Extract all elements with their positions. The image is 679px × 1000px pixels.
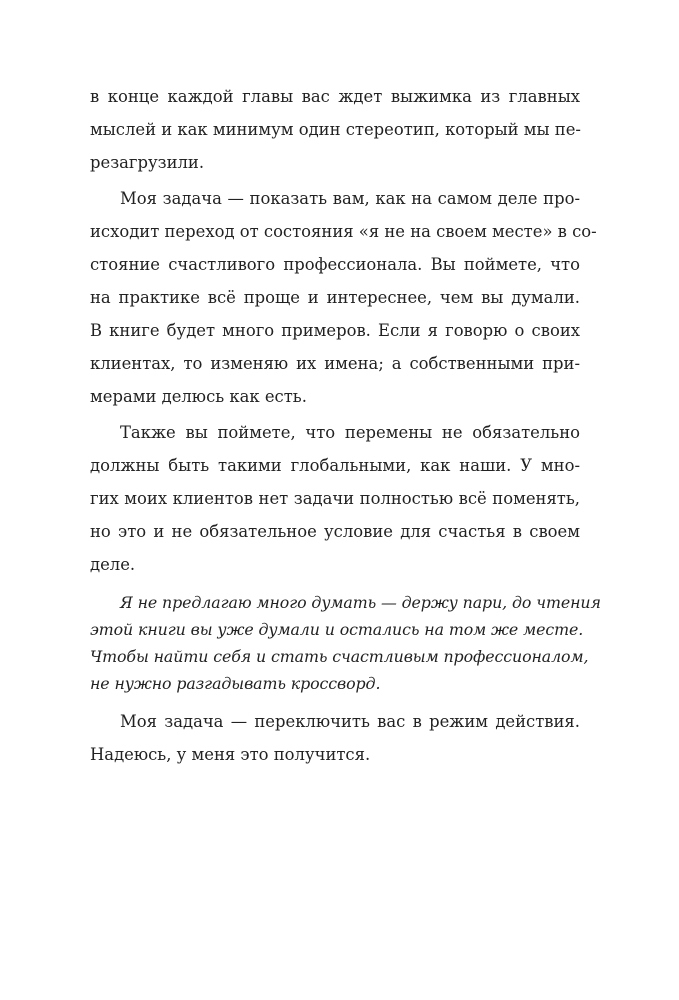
text-line: гих моих клиентов нет задачи полностью всё поменять,	[90, 489, 580, 508]
italic-text-line: Чтобы найти себя и стать счастливым профессионалом,	[90, 647, 589, 666]
book-page	[90, 80, 601, 771]
text-line: но это и не обязательное условие для счастья в своем	[90, 522, 580, 541]
text-line: Надеюсь, у меня это получится.	[90, 745, 371, 764]
text-line: стояние счастливого профессионала. Вы поймете, что	[90, 255, 580, 274]
italic-paragraph	[90, 589, 601, 697]
paragraph-5	[90, 705, 580, 771]
text-line: в конце каждой главы вас ждет выжимка из главных	[90, 87, 580, 106]
text-line: на практике всё проще и интереснее, чем вы думали.	[90, 288, 580, 307]
paragraph-2	[90, 182, 597, 413]
text-line: исходит переход от состояния «я не на своем месте» в со-	[90, 222, 597, 241]
text-line: резагрузили.	[90, 153, 205, 172]
text-line: Моя задача — показать вам, как на самом деле про-	[120, 189, 580, 208]
italic-text-line: Я не предлагаю много думать — держу пари, до чтения	[120, 593, 601, 612]
italic-text-line: не нужно разгадывать кроссворд.	[90, 674, 381, 693]
text-line: клиентах, то изменяю их имена; а собственными при-	[90, 354, 580, 373]
text-line: Также вы поймете, что перемены не обязательно	[120, 423, 580, 442]
text-line: мерами делюсь как есть.	[90, 387, 307, 406]
paragraph-3	[90, 416, 580, 581]
text-line: Моя задача — переключить вас в режим действия.	[120, 712, 580, 731]
text-line: деле.	[90, 555, 136, 574]
text-line: должны быть такими глобальными, как наши. У мно-	[90, 456, 580, 475]
italic-text-line: этой книги вы уже думали и остались на том же месте.	[90, 620, 584, 639]
paragraph-1	[90, 80, 580, 179]
text-line: мыслей и как минимум один стереотип, который мы пе-	[90, 120, 581, 139]
text-line: В книге будет много примеров. Если я говорю о своих	[90, 321, 580, 340]
